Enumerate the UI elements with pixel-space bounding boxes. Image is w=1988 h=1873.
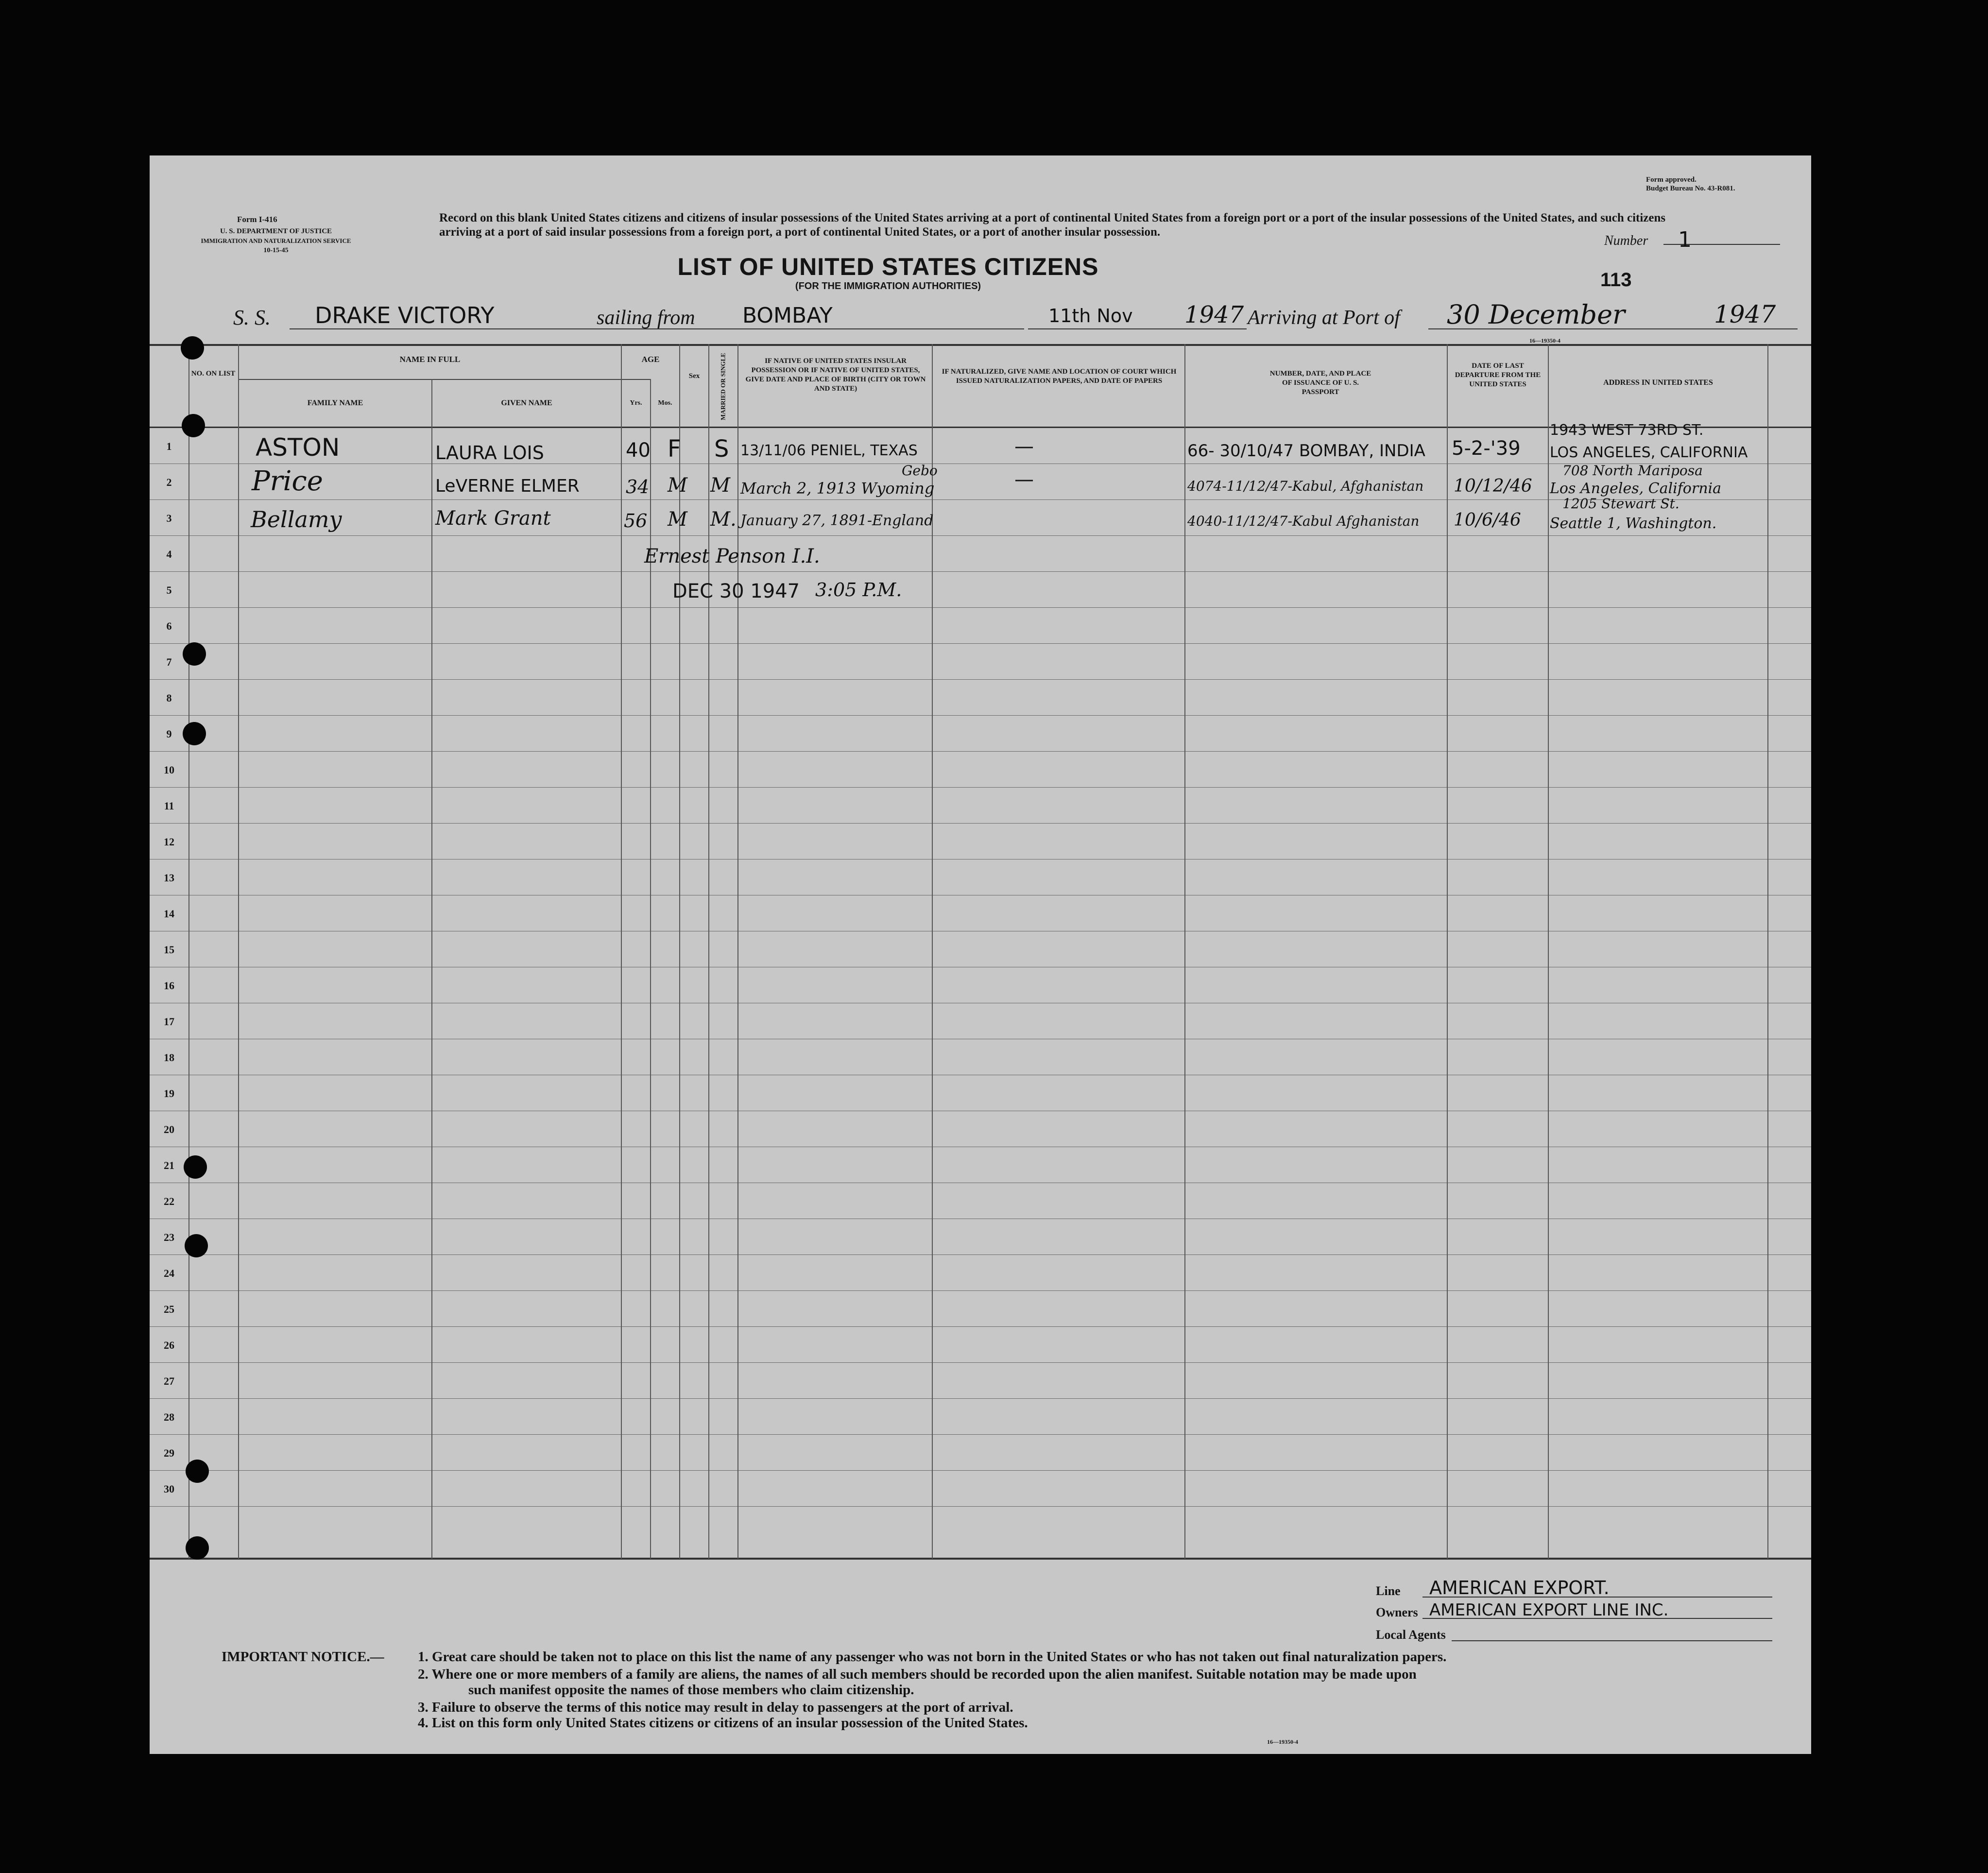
- inspection-time: 3:05 P.M.: [815, 579, 902, 601]
- row-number: 13: [164, 872, 174, 884]
- intro-paragraph: Record on this blank United States citizens and citizens of insular possessions of the United States arriving at a port of continental United States from a foreign port or a port of the insular possessions of the United States, and such citizens arriving at a port of said insular possessions from a foreign port, a port of continental United States, or a port of another insular possession.: [439, 211, 1666, 239]
- col-line-family: [238, 344, 239, 1559]
- row-rule: [150, 1470, 1811, 1471]
- passport-details: 66- 30/10/47 BOMBAY, INDIA: [1187, 441, 1425, 461]
- header-sex: Sex: [688, 372, 700, 380]
- row-number: 6: [166, 620, 172, 632]
- row-rule: [150, 787, 1811, 788]
- col-line-departure: [1447, 344, 1448, 1559]
- row-number: 14: [164, 908, 174, 920]
- row-number: 4: [166, 548, 172, 560]
- ss-label: S. S.: [233, 306, 271, 329]
- sailing-label: sailing from: [597, 307, 695, 329]
- header-passport: NUMBER, DATE, AND PLACE OF ISSUANCE OF U. S. PASSPORT: [1269, 370, 1371, 396]
- row-number: 16: [164, 979, 174, 992]
- notice-item-2: 2. Where one or more members of a family are aliens, the names of all such members should be recorded upon the alien manifest. Suitable notation may be made upon: [418, 1667, 1417, 1682]
- budget-bureau-no: Budget Bureau No. 43-R081.: [1646, 185, 1735, 192]
- table-bottom-rule: [150, 1558, 1811, 1560]
- sex: M: [668, 508, 687, 531]
- form-subtitle: (FOR THE IMMIGRATION AUTHORITIES): [795, 281, 981, 292]
- binder-hole: [186, 1536, 209, 1560]
- agents-underline: [1452, 1640, 1772, 1641]
- print-code-bottom: 16—19350-4: [1267, 1738, 1298, 1745]
- arrival-date: 30 December: [1447, 299, 1625, 330]
- row-number: 30: [164, 1483, 174, 1495]
- binder-hole: [181, 336, 204, 360]
- col-line-age: [621, 344, 622, 1559]
- given-name: LeVERNE ELMER: [435, 476, 580, 496]
- line-value: AMERICAN EXPORT.: [1429, 1577, 1610, 1598]
- row-number: 27: [164, 1375, 174, 1387]
- naturalization-dash: —: [1014, 468, 1034, 491]
- col-line-married: [708, 344, 709, 1559]
- print-code: 16—19350-4: [1529, 337, 1560, 344]
- line-label: Line: [1376, 1584, 1401, 1598]
- departure-port: BOMBAY: [742, 303, 833, 328]
- birth-place-note: Gebo: [902, 463, 938, 479]
- owners-value: AMERICAN EXPORT LINE INC.: [1429, 1600, 1669, 1620]
- row-number: 5: [166, 584, 172, 596]
- row-number: 18: [164, 1051, 174, 1064]
- given-name: Mark Grant: [435, 507, 551, 530]
- header-no: NO. ON LIST: [191, 370, 236, 378]
- row-number: 20: [164, 1123, 174, 1135]
- header-yrs: Yrs.: [630, 399, 642, 407]
- header-mos: Mos.: [658, 399, 672, 407]
- row-rule: [150, 535, 1811, 536]
- family-name: Bellamy: [251, 506, 342, 533]
- header-address: ADDRESS IN UNITED STATES: [1603, 378, 1713, 387]
- address-line-2: LOS ANGELES, CALIFORNIA: [1550, 444, 1748, 461]
- family-name: Price: [252, 465, 323, 497]
- notice-item-3: 3. Failure to observe the terms of this notice may result in delay to passengers at the port of arrival.: [418, 1700, 1013, 1715]
- row-rule: [150, 1362, 1811, 1363]
- table-top-rule: [150, 344, 1811, 346]
- address-line-1: 1943 WEST 73RD ST.: [1550, 422, 1704, 439]
- binder-hole: [186, 1460, 209, 1483]
- marital-status: M: [710, 474, 730, 497]
- row-number: 25: [164, 1303, 174, 1315]
- age-years: 40: [626, 439, 651, 462]
- binder-hole: [183, 722, 206, 745]
- number-label: Number: [1604, 233, 1648, 248]
- age-years: 34: [626, 476, 650, 498]
- row-rule: [150, 1506, 1811, 1507]
- inspection-date-stamp: DEC 30 1947: [672, 580, 800, 602]
- birth-details: March 2, 1913 Wyoming: [740, 479, 935, 498]
- row-number: 24: [164, 1267, 174, 1279]
- col-line-birth: [737, 344, 738, 1559]
- binder-hole: [184, 1155, 207, 1179]
- passport-details: 4040-11/12/47-Kabul Afghanistan: [1187, 513, 1420, 529]
- address-line-2: Los Angeles, California: [1550, 480, 1722, 497]
- row-rule: [150, 499, 1811, 500]
- row-number: 15: [164, 944, 174, 956]
- age-years: 56: [624, 510, 648, 532]
- address-line-2: Seattle 1, Washington.: [1550, 515, 1717, 532]
- notice-item-2-continued: such manifest opposite the names of those members who claim citizenship.: [468, 1682, 914, 1698]
- binder-hole: [185, 1234, 208, 1257]
- birth-details: January 27, 1891-England: [740, 512, 934, 529]
- row-rule: [150, 715, 1811, 716]
- owners-label: Owners: [1376, 1605, 1418, 1619]
- row-number: 26: [164, 1339, 174, 1351]
- sex: M: [668, 474, 687, 497]
- date-underline: [1028, 328, 1247, 329]
- address-line-1: 1205 Stewart St.: [1562, 496, 1680, 512]
- naturalization-dash: —: [1014, 435, 1034, 458]
- header-birth: IF NATIVE OF UNITED STATES INSULAR POSSESSION OR IF NATIVE OF UNITED STATES, GIVE DATE AND PLACE OF BIRTH (CITY OR TOWN AND STATE): [745, 357, 926, 393]
- header-name-in-full: NAME IN FULL: [399, 355, 461, 364]
- given-name: LAURA LOIS: [435, 442, 544, 464]
- department-name: U. S. DEPARTMENT OF JUSTICE: [220, 227, 332, 235]
- row-number: 11: [164, 800, 174, 812]
- last-departure-date: 10/12/46: [1454, 476, 1532, 496]
- row-number: 22: [164, 1195, 174, 1207]
- col-line-end: [1767, 344, 1768, 1559]
- departure-date: 11th Nov: [1048, 305, 1133, 326]
- row-number: 17: [164, 1015, 174, 1028]
- row-rule: [150, 1398, 1811, 1399]
- row-rule: [150, 1290, 1811, 1291]
- form-approved: Form approved.: [1646, 176, 1697, 184]
- row-number: 19: [164, 1087, 174, 1100]
- row-number: 23: [164, 1231, 174, 1243]
- arriving-at-port-label: Arriving at Port of: [1248, 307, 1400, 329]
- service-name: IMMIGRATION AND NATURALIZATION SERVICE: [201, 237, 351, 244]
- address-line-1: 708 North Mariposa: [1562, 463, 1703, 479]
- col-line-passport: [1184, 344, 1185, 1559]
- row-number: 9: [166, 728, 172, 740]
- number-value: 1: [1678, 227, 1692, 252]
- row-number: 28: [164, 1411, 174, 1423]
- row-rule: [150, 1434, 1811, 1435]
- col-line-address: [1548, 344, 1549, 1559]
- binder-hole: [182, 414, 205, 437]
- row-rule: [150, 1254, 1811, 1255]
- row-rule: [150, 643, 1811, 644]
- row-rule: [150, 679, 1811, 680]
- row-number: 29: [164, 1447, 174, 1459]
- marital-status: M.: [710, 508, 737, 531]
- notice-item-1: 1. Great care should be taken not to place on this list the name of any passenger who was not born in the United States or who has not taken out final naturalization papers.: [418, 1649, 1447, 1665]
- family-name: ASTON: [256, 433, 340, 462]
- row-number: 21: [164, 1159, 174, 1171]
- row-rule: [150, 571, 1811, 572]
- name-age-sub-rule: [238, 379, 651, 380]
- last-departure-date: 10/6/46: [1454, 510, 1521, 530]
- col-line-given: [431, 379, 432, 1559]
- binder-hole: [183, 642, 206, 666]
- row-number: 7: [166, 656, 172, 668]
- header-age: AGE: [641, 355, 660, 364]
- birth-details: 13/11/06 PENIEL, TEXAS: [740, 442, 918, 459]
- arrival-year: 1947: [1714, 300, 1776, 328]
- inspector-signature: Ernest Penson I.I.: [644, 545, 820, 567]
- row-number: 8: [166, 692, 172, 704]
- header-last-departure: DATE OF LAST DEPARTURE FROM THE UNITED STATES: [1455, 362, 1541, 388]
- sex: F: [668, 435, 681, 463]
- form-date: 10-15-45: [263, 247, 289, 254]
- header-naturalized: IF NATURALIZED, GIVE NAME AND LOCATION OF COURT WHICH ISSUED NATURALIZATION PAPERS, AND DATE OF PAPERS: [942, 368, 1177, 385]
- form-title: LIST OF UNITED STATES CITIZENS: [677, 253, 1099, 280]
- form-id: Form I-416: [237, 215, 277, 224]
- row-number: 10: [164, 764, 174, 776]
- row-rule: [150, 823, 1811, 824]
- row-number: 3: [166, 512, 172, 524]
- marital-status: S: [714, 435, 729, 463]
- important-notice-title: IMPORTANT NOTICE.—: [222, 1649, 384, 1665]
- departure-year: 1947: [1184, 301, 1244, 328]
- passport-details: 4074-11/12/47-Kabul, Afghanistan: [1187, 478, 1424, 494]
- page-stamp: 113: [1600, 269, 1632, 291]
- header-given-name: GIVEN NAME: [501, 399, 552, 407]
- row-rule: [150, 1326, 1811, 1327]
- header-family-name: FAMILY NAME: [307, 399, 363, 407]
- row-number: 2: [166, 476, 172, 488]
- last-departure-date: 5-2-'39: [1452, 437, 1521, 460]
- manifest-sheet: [150, 155, 1811, 1754]
- port-underline: [718, 328, 1024, 329]
- header-married-single: MARRIED OR SINGLE: [719, 353, 727, 420]
- local-agents-label: Local Agents: [1376, 1628, 1446, 1642]
- row-number: 1: [166, 440, 172, 452]
- row-rule: [150, 751, 1811, 752]
- row-rule: [150, 607, 1811, 608]
- ship-name: DRAKE VICTORY: [315, 302, 495, 328]
- row-number: 12: [164, 836, 174, 848]
- notice-item-4: 4. List on this form only United States citizens or citizens of an insular possession of the United States.: [418, 1715, 1028, 1731]
